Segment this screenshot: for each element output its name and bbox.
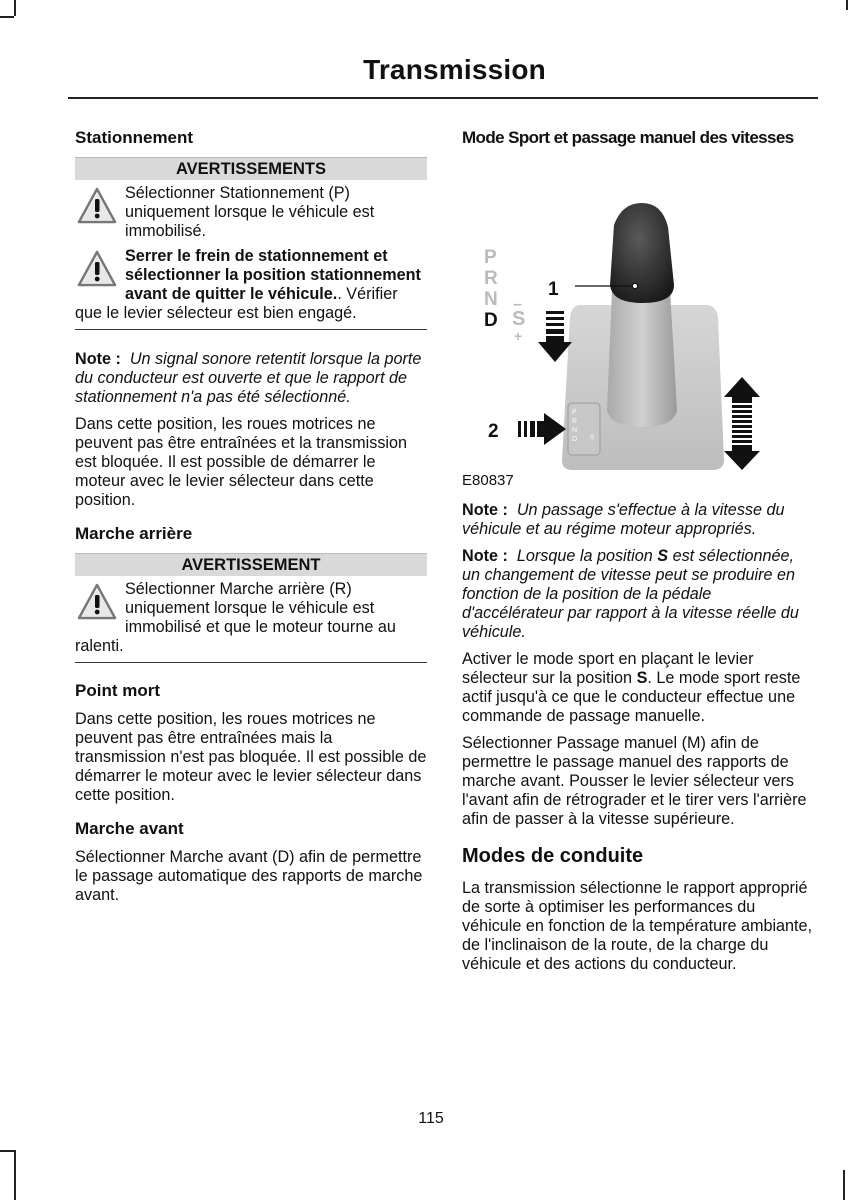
warning-triangle-icon bbox=[77, 582, 117, 622]
lever-knob bbox=[610, 203, 674, 303]
figure-code: E80837 bbox=[462, 472, 514, 489]
right-arrow-icon bbox=[518, 413, 566, 445]
plus-sign: + bbox=[514, 328, 523, 344]
callout-2: 2 bbox=[488, 421, 499, 442]
warning-text: . Vérifier que le levier sélecteur est bien engagé. bbox=[75, 285, 398, 322]
warning-end-rule bbox=[75, 662, 427, 663]
warning-item bbox=[75, 184, 427, 241]
gear-selector-illustration bbox=[462, 165, 814, 470]
gear-letter-n: N bbox=[484, 289, 498, 310]
page-number: 115 bbox=[418, 1110, 444, 1127]
warning-end-rule bbox=[75, 329, 427, 330]
warning-text: Sélectionner Marche arrière (R) uniquement lorsque le véhicule est immobilisé et que le moteur tourne au ralenti. bbox=[75, 580, 396, 655]
body-text-part: Activer le mode sport en plaçant le levier sélecteur sur la position bbox=[462, 650, 754, 687]
warning-text-bold: Serrer le frein de stationnement et sélectionner la position stationnement avant de quitter le véhicule. bbox=[125, 247, 421, 303]
note-label: Note : bbox=[462, 547, 508, 565]
note-text: Un passage s'effectue à la vitesse du véhicule et au régime moteur appropriés. bbox=[462, 501, 785, 538]
sport-s-letter: S bbox=[636, 669, 648, 687]
warning-triangle-icon bbox=[77, 249, 117, 289]
crop-mark bbox=[0, 16, 14, 18]
lever-stem bbox=[607, 290, 677, 427]
warning-text: Sélectionner Stationnement (P) uniquement lorsque le véhicule est immobilisé. bbox=[125, 184, 375, 240]
note-label: Note : bbox=[462, 501, 508, 519]
mini-gear-letter: N bbox=[572, 427, 578, 434]
warning-title: AVERTISSEMENT bbox=[75, 553, 427, 576]
body-text-part: . Le mode sport reste actif jusqu'à ce que le conducteur effectue une commande de passage manuelle. bbox=[462, 669, 801, 725]
heading-marche-arriere: Marche arrière bbox=[75, 524, 193, 543]
heading-point-mort: Point mort bbox=[75, 681, 160, 700]
heading-stationnement: Stationnement bbox=[75, 128, 194, 147]
note-text: Un signal sonore retentit lorsque la porte du conducteur est ouverte et que le rapport de stationnement n'a pas été sélectionné. bbox=[75, 350, 422, 406]
callout-1-dot bbox=[633, 284, 638, 289]
body-text bbox=[462, 650, 814, 726]
body-text: Dans cette position, les roues motrices ne peuvent pas être entraînées mais la transmission n'est pas bloquée. Il est possible de démarrer le moteur avec le levier sélecteur dans cette position. bbox=[75, 710, 427, 804]
note-text: Lorsque la position bbox=[516, 547, 653, 565]
warning-item bbox=[75, 580, 427, 656]
mini-gear-letter: P bbox=[572, 409, 577, 416]
body-text: Sélectionner Marche avant (D) afin de permettre le passage automatique des rapports de marche avant. bbox=[75, 848, 423, 904]
body-text: La transmission sélectionne le rapport approprié de sorte à optimiser les performances du véhicule en fonction de la température ambiante, de l'inclinaison de la route, de la charge du véhicule et des actions du conducteur. bbox=[462, 879, 813, 973]
up-down-arrow-icon bbox=[724, 377, 760, 470]
mini-sport-letter: S bbox=[590, 435, 595, 441]
note bbox=[462, 547, 814, 642]
minus-sign: – bbox=[513, 296, 522, 313]
body-text: Dans cette position, les roues motrices ne peuvent pas être entraînées et la transmission est bloquée. Il est possible de démarrer le moteur avec le levier sélecteur dans cette position. bbox=[75, 415, 408, 509]
body-text: Sélectionner Passage manuel (M) afin de permettre le passage manuel des rapports de marche avant. Pousser le levier sélecteur vers l'avant afin de rétrograder et le tirer vers l'arrière afin de passer à la vitesse supérieure. bbox=[462, 734, 807, 828]
crop-mark bbox=[0, 1150, 14, 1152]
crop-mark bbox=[14, 0, 16, 16]
page-title: Transmission bbox=[363, 54, 546, 85]
heading-marche-avant: Marche avant bbox=[75, 819, 184, 838]
gear-letters bbox=[484, 247, 498, 331]
down-arrow-icon bbox=[538, 311, 572, 362]
gear-letter-r: R bbox=[484, 268, 498, 289]
left-column bbox=[75, 128, 427, 913]
note-s-letter: S bbox=[657, 547, 669, 565]
warning-block bbox=[75, 184, 427, 330]
note bbox=[462, 501, 814, 539]
note bbox=[75, 350, 427, 407]
callout-1: 1 bbox=[548, 279, 559, 300]
heading-sport: Mode Sport et passage manuel des vitesses bbox=[462, 128, 794, 147]
heading-modes: Modes de conduite bbox=[462, 845, 644, 867]
gear-letter-d: D bbox=[484, 310, 498, 331]
mini-gear-letter: D bbox=[572, 436, 578, 443]
sport-letter: S bbox=[512, 308, 526, 330]
note-text: est sélectionnée, un changement de vitesse peut se produire en fonction de la position de la pédale d'accélérateur par rapport à la vitesse réelle du véhicule. bbox=[462, 547, 799, 641]
header-rule bbox=[68, 97, 818, 99]
warning-block bbox=[75, 580, 427, 663]
warning-triangle-icon bbox=[77, 186, 117, 226]
gear-selector-figure bbox=[462, 165, 814, 470]
gear-letter-p: P bbox=[484, 247, 497, 268]
mini-gear-letter: R bbox=[572, 418, 578, 425]
crop-mark bbox=[14, 1150, 16, 1200]
crop-mark bbox=[846, 0, 848, 10]
right-column bbox=[462, 128, 814, 982]
note-label: Note : bbox=[75, 350, 121, 368]
warning-item bbox=[75, 247, 427, 323]
warning-title: AVERTISSEMENTS bbox=[75, 157, 427, 180]
crop-mark bbox=[843, 1170, 845, 1200]
